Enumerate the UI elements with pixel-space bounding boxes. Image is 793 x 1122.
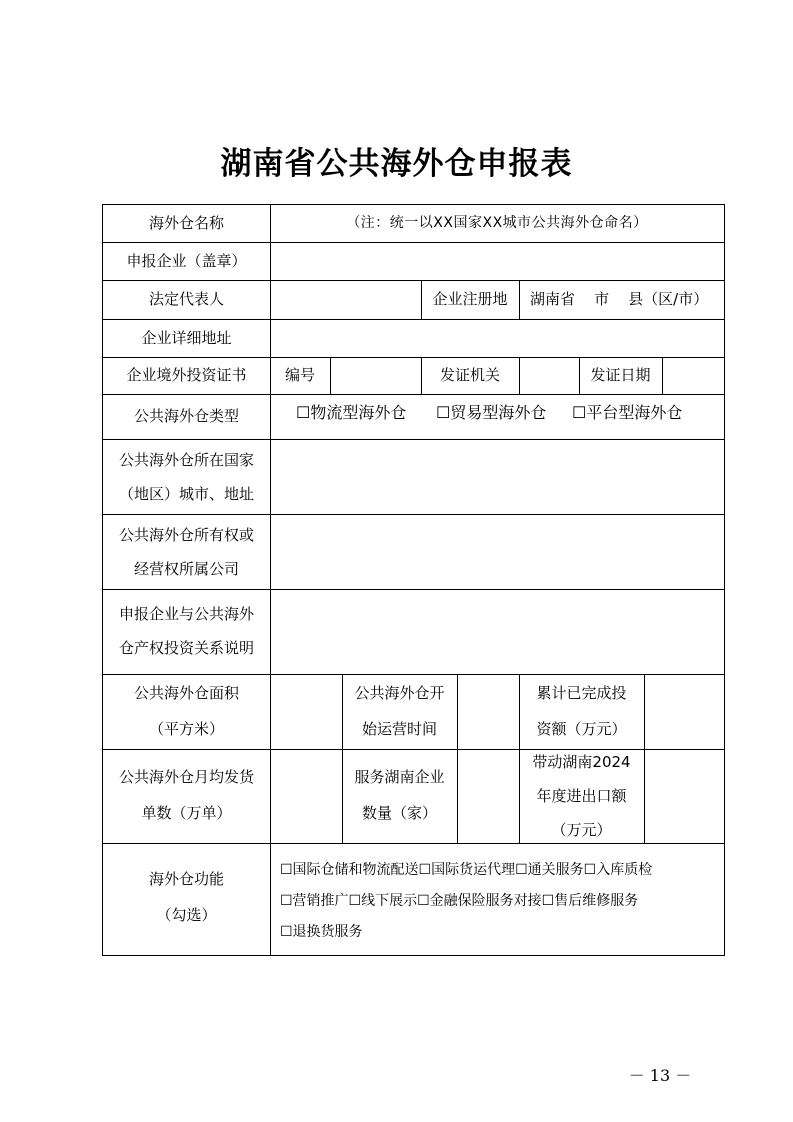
- applicant-company-label: 申报企业（盖章）: [126, 252, 247, 270]
- warehouse-area-label: 公共海外仓面积 （平方米）: [133, 684, 239, 738]
- type-option-platform[interactable]: ☐平台型海外仓: [572, 403, 683, 422]
- served-companies-label: 服务湖南企业 数量（家）: [354, 768, 445, 822]
- warehouse-type-label: 公共海外仓类型: [133, 407, 239, 425]
- cert-number-field[interactable]: [331, 365, 420, 385]
- page-title: 湖南省公共海外仓申报表: [220, 146, 573, 182]
- legal-rep-label: 法定代表人: [148, 290, 224, 308]
- cert-date-label: 发证日期: [590, 366, 651, 384]
- cert-authority-field[interactable]: [520, 365, 578, 385]
- investment-cert-label: 企业境外投资证书: [126, 366, 247, 384]
- warehouse-name-label: 海外仓名称: [148, 214, 224, 232]
- page-number: － 13 －: [628, 1066, 692, 1085]
- monthly-orders-label: 公共海外仓月均发货 单数（万单）: [118, 768, 254, 822]
- legal-rep-field[interactable]: [271, 289, 420, 309]
- warehouse-functions-label: 海外仓功能 （勾选）: [148, 870, 224, 924]
- cert-date-field[interactable]: [663, 365, 723, 385]
- function-options[interactable]: ☐国际仓储和物流配送☐国际货运代理☐通关服务☐入库质检 ☐营销推广☐线下展示☐金融保险服务对接☐售后维修服务 ☐退换货服务: [280, 862, 653, 940]
- trade-volume-label: 带动湖南2024 年度进出口额 （万元）: [532, 753, 631, 839]
- warehouse-name-note: （注：统一以XX国家XX城市公共海外仓命名）: [346, 215, 648, 231]
- application-form-table: [102, 204, 725, 956]
- cumulative-investment-label: 累计已完成投 资额（万元）: [536, 684, 627, 738]
- detailed-address-field[interactable]: [271, 328, 723, 348]
- ownership-company-label: 公共海外仓所有权或 经营权所属公司: [118, 526, 254, 578]
- investment-relation-label: 申报企业与公共海外 仓产权投资关系说明: [118, 605, 254, 657]
- applicant-company-field[interactable]: [271, 251, 723, 271]
- registered-place-value: 湖南省 市 县（区/市）: [530, 290, 709, 308]
- cert-authority-label: 发证机关: [439, 366, 500, 384]
- type-option-logistics[interactable]: ☐物流型海外仓: [296, 403, 407, 422]
- type-option-trade[interactable]: ☐贸易型海外仓: [436, 403, 547, 422]
- operation-start-label: 公共海外仓开 始运营时间: [354, 684, 445, 738]
- cert-number-label: 编号: [284, 366, 315, 384]
- location-label: 公共海外仓所在国家 （地区）城市、地址: [118, 451, 254, 503]
- detailed-address-label: 企业详细地址: [141, 329, 232, 347]
- registered-place-label: 企业注册地: [432, 290, 508, 308]
